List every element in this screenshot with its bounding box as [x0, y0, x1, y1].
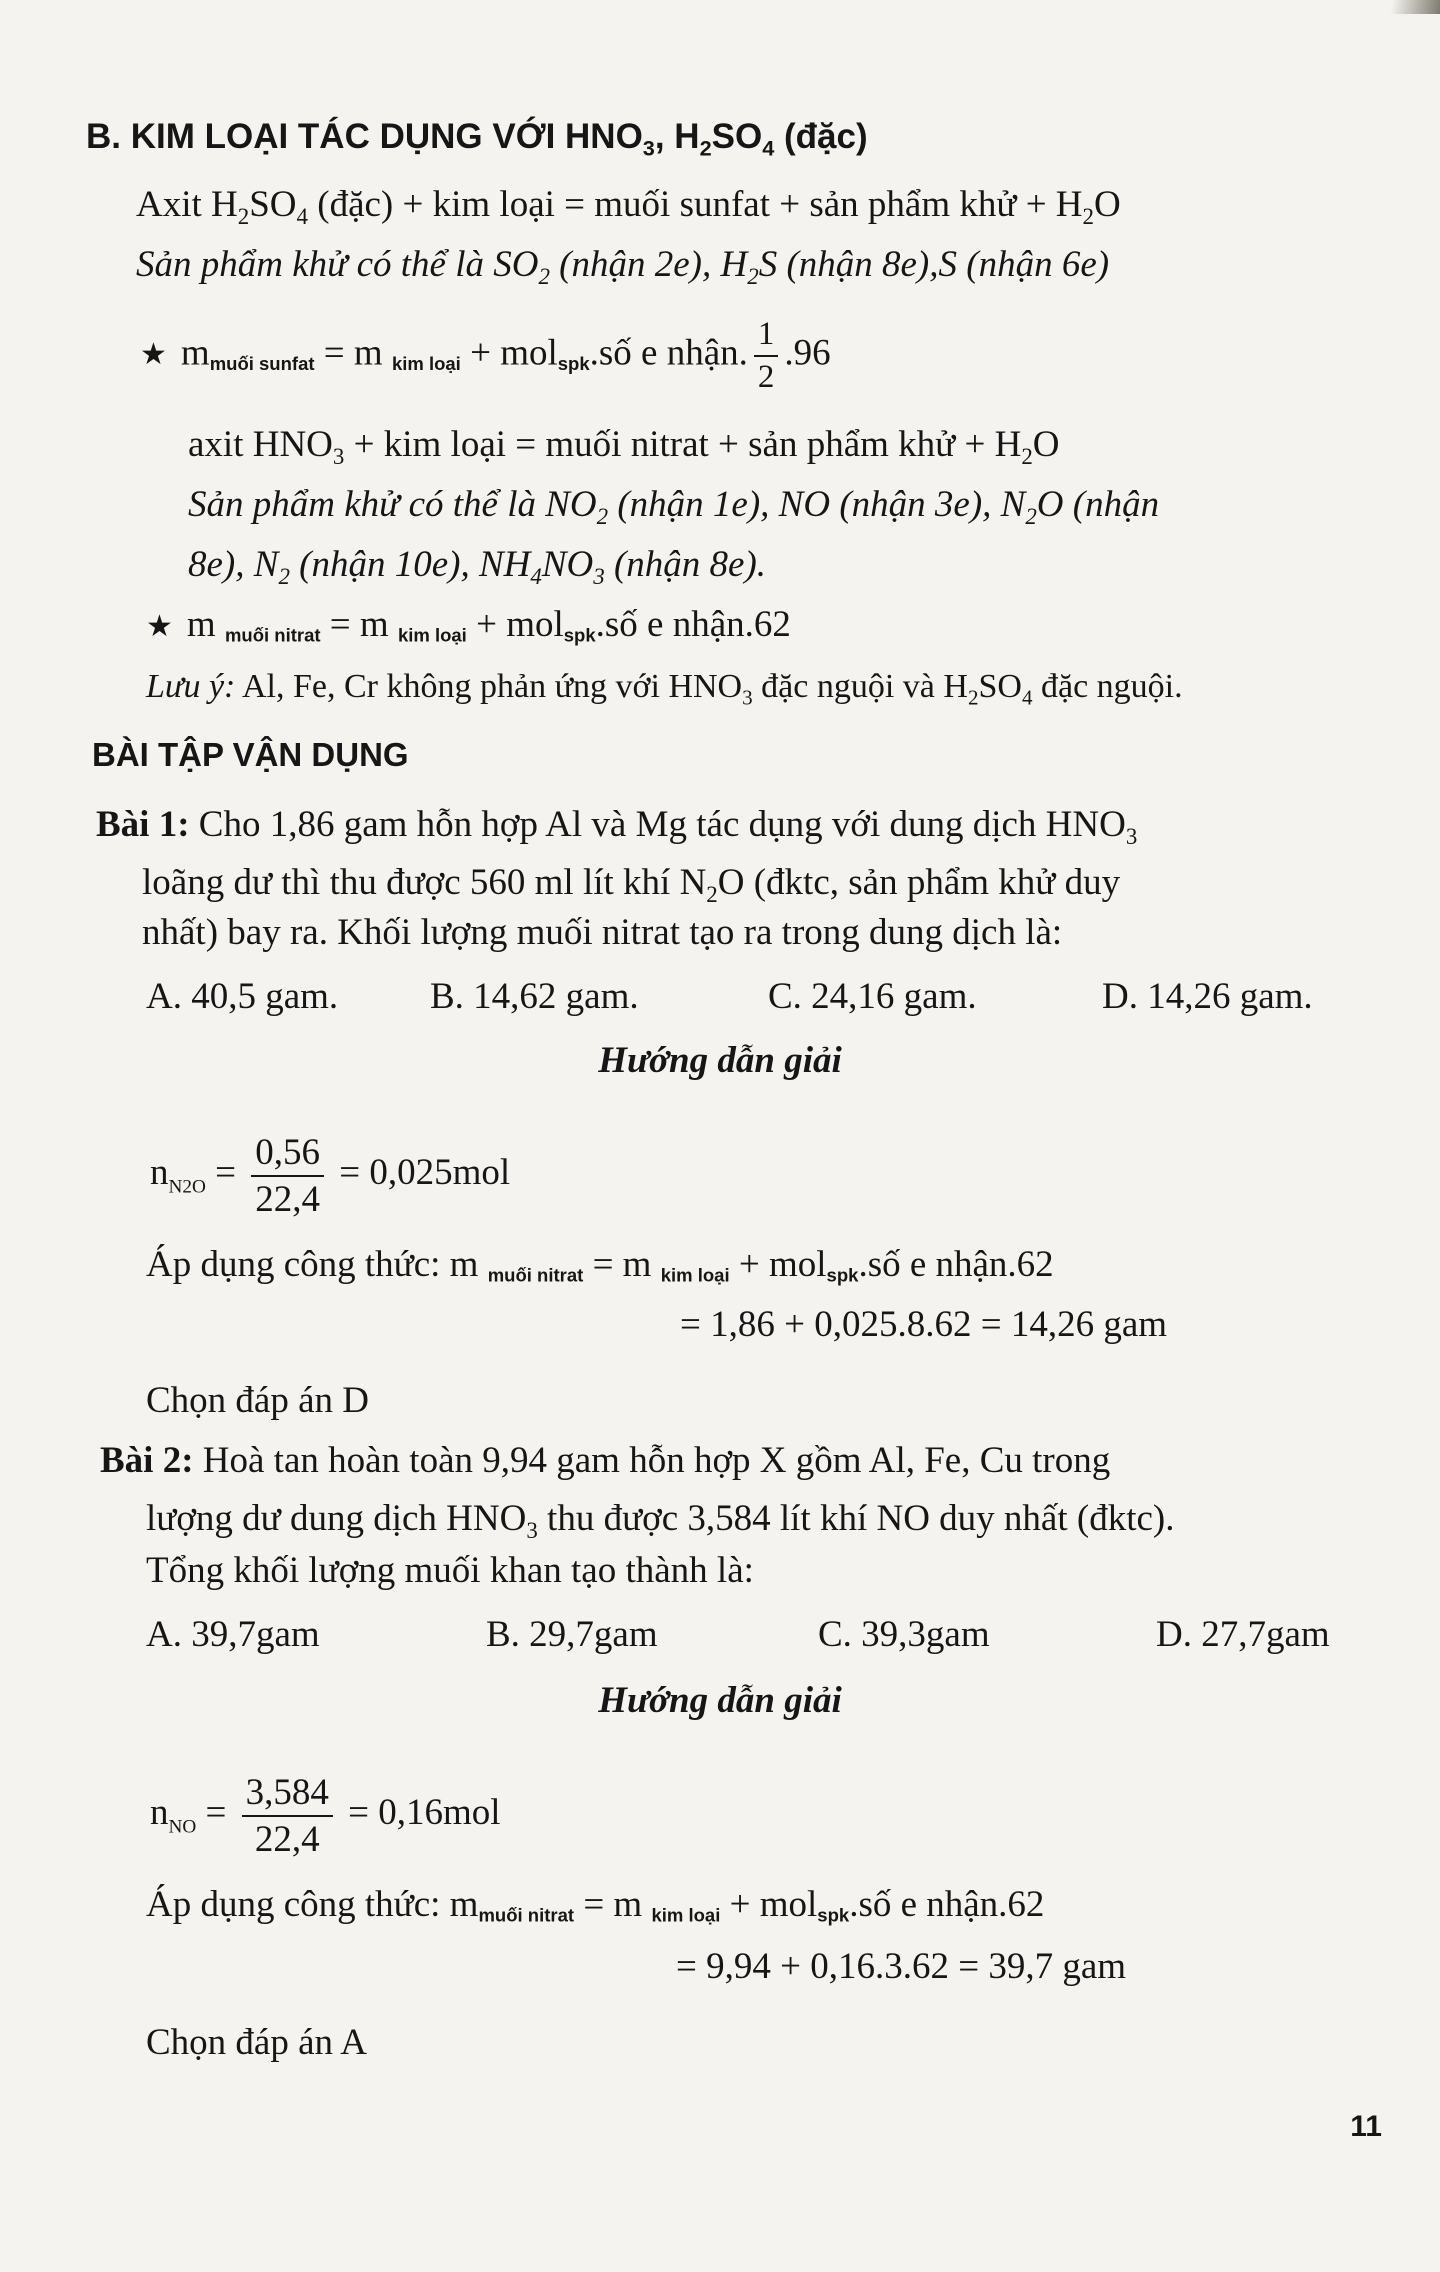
note-line: Lưu ý: Al, Fe, Cr không phản ứng với $HNO_3$ đặc nguội và $H_2SO_4$ đặc nguội. [146, 668, 1183, 710]
h2so4-formula: ★ mmuối sunfat = m kim loại + molspk.số e nhận. $\frac{1}{2}$ .96 [140, 316, 831, 395]
bai2-option-d: D. 27,7gam [1156, 1614, 1330, 1655]
bai1-option-c: C. 24,16 gam. [768, 976, 977, 1017]
hno3-formula: ★ m muối nitrat = m kim loại + molspk.số e nhận.62 [146, 604, 791, 646]
bai1-calculation: = 1,86 + 0,025.8.62 = 14,26 gam [680, 1304, 1168, 1345]
h2so4-products: Sản phẩm khử có thể là $SO_2$ (nhận 2e), $H_2S$ (nhận 8e),S (nhận 6e) [136, 244, 1110, 290]
bai2-apply-formula: Áp dụng công thức: mmuối nitrat = m kim loại + molspk.số e nhận.62 [146, 1884, 1045, 1926]
star-icon: ★ [146, 609, 173, 644]
hno3-products-line2: 8e), $N_2$ (nhận 10e), $NH_4NO_3$ (nhận 8e). [188, 544, 767, 590]
bai2-question-line3: Tổng khối lượng muối khan tạo thành là: [146, 1550, 754, 1591]
hno3-equation: axit $HNO_3$ + kim loại = muối nitrat + sản phẩm khử + $H_2O$ [188, 424, 1060, 470]
bai1-option-b: B. 14,62 gam. [430, 976, 639, 1017]
bai1-fraction: $\frac{0,56}{22,4}$ [251, 1134, 324, 1218]
bai1-option-d: D. 14,26 gam. [1102, 976, 1313, 1017]
bai1-apply-formula: Áp dụng công thức: m muối nitrat = m kim loại + molspk.số e nhận.62 [146, 1244, 1054, 1286]
star-icon: ★ [140, 337, 167, 373]
bai2-guide-heading: Hướng dẫn giải [598, 1680, 842, 1721]
bai1-mole-calc: $n_{N2O}$ = $\frac{0,56}{22,4}$ = 0,025mol [150, 1131, 511, 1220]
practice-title: BÀI TẬP VẬN DỤNG [92, 736, 409, 773]
bai2-calculation: = 9,94 + 0,16.3.62 = 39,7 gam [676, 1946, 1127, 1987]
bai2-mole-calc: $n_{NO}$ = $\frac{3,584}{22,4}$ = 0,16mol [150, 1771, 501, 1860]
page-corner-shadow [1380, 0, 1440, 14]
bai1-answer: Chọn đáp án D [146, 1380, 369, 1421]
bai1-question-line3: nhất) bay ra. Khối lượng muối nitrat tạo ra trong dung dịch là: [142, 912, 1063, 953]
bai1-option-a: A. 40,5 gam. [146, 976, 339, 1017]
bai1-options [146, 972, 1346, 1022]
h2so4-equation: Axit $H_2SO_4$ (đặc) + kim loại = muối sunfat + sản phẩm khử + $H_2O$ [136, 184, 1121, 230]
bai2-question-line2: lượng dư dung dịch $HNO_3$ thu được 3,584 lít khí NO duy nhất (đktc). [146, 1498, 1175, 1544]
hno3-products-line1: Sản phẩm khử có thể là $NO_2$ (nhận 1e), NO (nhận 3e), $N_2O$ (nhận [188, 484, 1160, 530]
bai2-option-b: B. 29,7gam [486, 1614, 658, 1655]
bai1-guide-heading: Hướng dẫn giải [598, 1040, 842, 1081]
bai2-fraction: $\frac{3,584}{22,4}$ [242, 1774, 333, 1858]
bai2-question-line1: Bài 2: Hoà tan hoàn toàn 9,94 gam hỗn hợp X gồm Al, Fe, Cu trong [100, 1440, 1111, 1481]
fraction-one-half: $\frac{1}{2}$ [754, 318, 779, 394]
bai1-question-line1: Bài 1: Cho 1,86 gam hỗn hợp Al và Mg tác dụng với dung dịch $HNO_3$ [96, 804, 1138, 850]
bai1-question-line2: loãng dư thì thu được 560 ml lít khí $N_2O$ (đktc, sản phẩm khử duy [142, 862, 1121, 908]
section-title: B. KIM LOẠI TÁC DỤNG VỚI $HNO_3$, $H_2SO_4$ (đặc) [86, 117, 868, 161]
bai2-option-c: C. 39,3gam [818, 1614, 990, 1655]
page-number: 11 [1350, 2110, 1382, 2143]
bai2-options [146, 1610, 1366, 1660]
bai2-answer: Chọn đáp án A [146, 2022, 367, 2063]
bai2-option-a: A. 39,7gam [146, 1614, 320, 1655]
